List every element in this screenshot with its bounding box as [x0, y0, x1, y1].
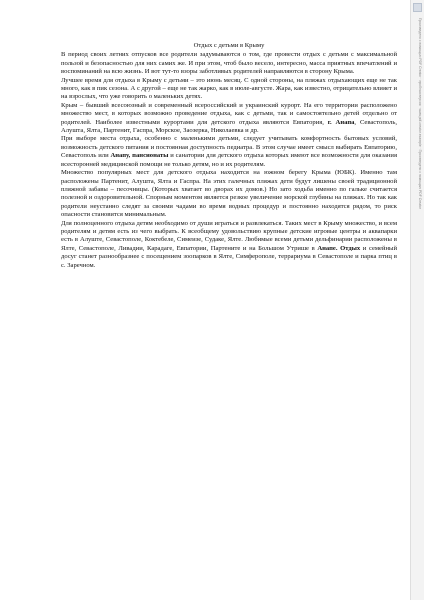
- paragraph-text: и санатории для детского отдыха которых имеют все возможности для оказания всесторонней медицинской помощи не только детям, но и их родителям.: [61, 152, 397, 168]
- sidebar-watermark-text: Произведено с помощью PDF Creator · пробная версия · www.pdf-creator.example · Произведено с помощью PDF Creator: [418, 18, 422, 210]
- document-title: Отдых с детьми в Крыму: [193, 42, 265, 49]
- paragraph-text: Для полноценного отдыха детям необходимо от души играться и развлекаться. Таких мест в Крыму множество, и всем родителям и детям есть из чего выбрать. К всеобщему удовольствию крупные детские игровые центры и аквапарки есть в Алуште, Севастополе, Коктебеле, Симеизе, Судаке, Ялте. Любимые всеми детьми дельфинарии расположены в Ялте, Севастополе, Ливадии, Карадаге, Евпатории, Партените и на Большом Утрише в: [61, 219, 397, 252]
- paragraph: [61, 220, 397, 270]
- paragraph-list: [61, 51, 397, 270]
- paragraph-text: В период своих летних отпусков все родители задумываются о том, где провести отдых с детьми с максимальной пользой и безопасностью для них самих же. И при этом, чтоб было весело, интересно, масса приятных впечатлений и воспоминаний на всю жизнь. И вот тут-то взоры заботливых родителей направляются в сторону Крыма.: [61, 51, 397, 76]
- app-logo-icon[interactable]: [413, 3, 422, 12]
- paragraph-text: , Севастополь, Алушта, Ялта, Партенит, Гаспра, Морское, Заозерка, Николаевка и др.: [61, 118, 398, 135]
- paragraph-text: и семейный досуг станет разнообразнее с посещением зоопарков в Ялте, Симферополе, террариума в Севастополе и парка птиц в с. Заречном.: [61, 244, 398, 269]
- paragraph-text: При выборе места отдыха, особенно с маленькими детьми, следует учитывать комфортность бытовых условий, возможность детского питания и постоянная доступность педиатра. В этом случае имеет смысл выбирать Евпаторию, Севастополь или: [61, 135, 397, 160]
- paragraph-text: Крым – бывший всесоюзный и современный всероссийский и украинский курорт. На его территории расположено множество мест, в которых возможно проведение отдыха, как с детьми, так и самостоятельно детей отдельно от родителей. Наиболее известными курортами для детского отдыха являются Евпатория,: [61, 101, 397, 126]
- bold-text: Анапе. Отдых: [317, 244, 361, 252]
- paragraph: [61, 51, 397, 76]
- side-toolbar: [410, 0, 424, 600]
- paragraph: [61, 169, 397, 219]
- bold-text: г. Анапа: [327, 118, 355, 126]
- bold-text: Анапу, пансионаты: [110, 152, 169, 160]
- paragraph-text: Лучшее время для отдыха в Крыму с детьми – это июнь месяц. С одной стороны, на пляжах отдыхающих еще не так много, как в пик сезона. А с другой – еще не так жарко, как в июле-августе. Жара, как известно, отрицательно влияет и на взрослых, что уже говорить о маленьких детях.: [61, 76, 397, 101]
- paragraph-text: Множество популярных мест для детского отдыха находится на южном берегу Крыма (ЮБК). Именно там расположены Партенит, Алушта, Ялта и Гаспра. На этих галечных пляжах дети будут лишены своей традиционной пляжной забавы – песочницы. (Которых хватает во дворах их домов.) Но зато ходьба именно по гальке считается полезной и оздоровительной. Спорным моментом является резкое увеличение морской глубины на пляжах. Но так как родители неустанно следят за своими чадами во время водных процедур и постоянно находятся рядом, то риск опасности становится минимальным.: [61, 169, 397, 219]
- document-body: [61, 42, 397, 270]
- paragraph: [61, 135, 397, 169]
- paragraph: [61, 102, 397, 136]
- paragraph: [61, 77, 397, 102]
